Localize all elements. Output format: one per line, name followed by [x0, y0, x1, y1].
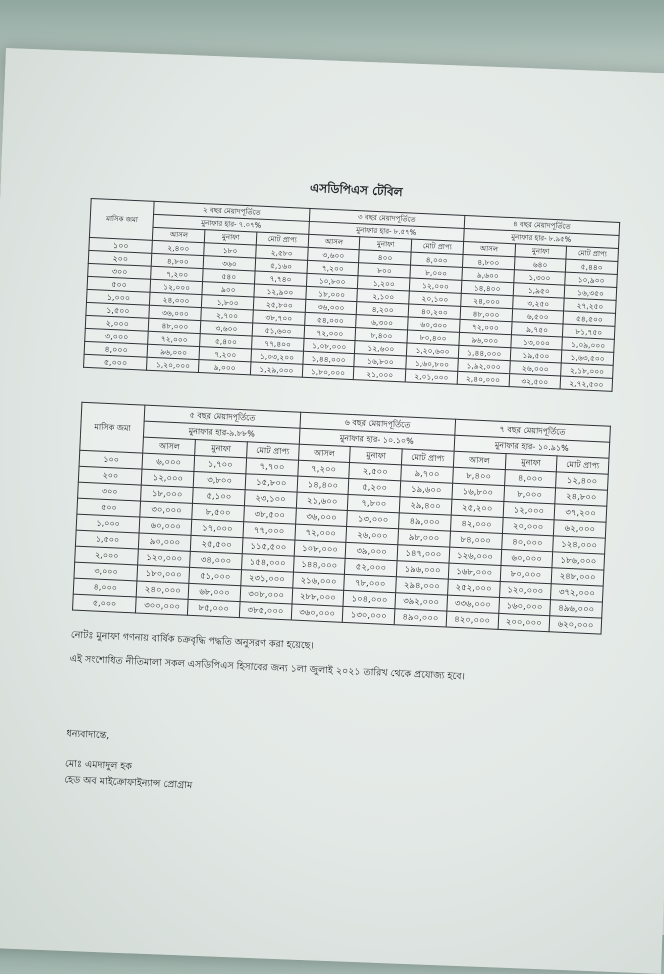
- table-cell: ৮৪,০০০: [450, 531, 502, 549]
- table-cell: ৪,৮০০: [152, 253, 204, 268]
- subcol-principal: আসল: [143, 437, 195, 455]
- table-cell: ১৫৪,০০০: [241, 554, 293, 572]
- table-cell: ৭,২০০: [199, 347, 251, 362]
- table-cell: ৪২,০০০: [450, 515, 502, 533]
- table-cell: ৩৮,৫০০: [244, 506, 296, 524]
- table-cell: ১৩০,০০০: [343, 606, 395, 624]
- table-cell: ৭৮,০০০: [344, 574, 396, 592]
- subcol-total: মোট প্রাপ্য: [557, 456, 609, 474]
- monthly-deposit-cell: ৫০০: [77, 498, 141, 517]
- table-cell: ৩৩৬,০০০: [447, 595, 499, 613]
- monthly-deposit-cell: ৫০০: [87, 276, 151, 292]
- table-cell: ২৮৮,০০০: [292, 588, 344, 606]
- monthly-deposit-cell: ৪,০০০: [84, 341, 148, 357]
- table-cell: ২৫,২০০: [451, 499, 503, 517]
- table-cell: ৮,৪০০: [355, 328, 407, 343]
- table-cell: ১,০৮,০০০: [303, 338, 355, 353]
- table-cell: ৮,৪০০: [452, 467, 504, 485]
- notice-document: [64, 170, 622, 812]
- table-cell: ১৬,৩৫০: [564, 285, 616, 300]
- table-cell: ১৬০,০০০: [498, 597, 550, 615]
- table-cell: ১৫,৮০০: [245, 474, 297, 492]
- table-cell: ২৪৮,০০০: [551, 568, 603, 586]
- table-cell: ১৬,৮০০: [452, 483, 504, 501]
- table-cell: ৫,১৬০: [255, 258, 307, 273]
- table-cell: ২,৫০০: [349, 462, 401, 480]
- table-cell: ১০,৮০০: [306, 273, 358, 288]
- table-cell: ১২,০০০: [142, 469, 194, 487]
- table-cell: ৬০,৩০০: [408, 317, 460, 332]
- table-cell: ১২,০০০: [150, 279, 202, 294]
- table-body: [73, 450, 609, 634]
- subcol-profit: মুনাফা: [205, 230, 257, 245]
- table-cell: ৩৬০,০০০: [291, 604, 343, 622]
- subcol-total: মোট প্রাপ্য: [402, 449, 454, 467]
- table-cell: ২০,০০০: [502, 517, 554, 535]
- table-cell: ৭,২০০: [307, 260, 359, 275]
- table-cell: ৪,৮০০: [462, 254, 514, 269]
- table-cell: ১৮,০০০: [305, 286, 357, 301]
- table-cell: ৪৯৬,০০০: [550, 600, 602, 618]
- closing-thanks: ধন্যবাদান্তে,: [66, 728, 110, 742]
- table-cell: ৬,০০০: [142, 453, 194, 471]
- table-cell: ২৭,২৫০: [564, 298, 616, 313]
- table-cell: ২৫২,০০০: [447, 579, 499, 597]
- table-cell: ২,১৮,০০০: [561, 363, 613, 378]
- table-cell: ২১,০০০: [354, 367, 406, 382]
- table-cell: ৪০,২০০: [408, 304, 460, 319]
- monthly-deposit-cell: ৩০০: [78, 482, 142, 501]
- table-cell: ৫৪,০০০: [304, 312, 356, 327]
- table-cell: ৭২,০০০: [304, 325, 356, 340]
- table-cell: ৭,৭০০: [246, 458, 298, 476]
- table-cell: ৭২,০০০: [459, 319, 511, 334]
- table-cell: ৩৭,২০০: [554, 504, 606, 522]
- table-cell: ৮,৫০০: [192, 503, 244, 521]
- monthly-deposit-cell: ২,০০০: [85, 315, 149, 331]
- table-cell: ৬০,০০০: [500, 549, 552, 567]
- table-cell: ৫১,০০০: [189, 567, 241, 585]
- table-cell: ১,০৯,০০০: [562, 337, 614, 352]
- monthly-deposit-cell: ২,০০০: [75, 546, 139, 565]
- table-cell: ৪,০০০: [411, 252, 463, 267]
- table-cell: ১,৯২,০০০: [458, 358, 510, 373]
- monthly-deposit-cell: ৩০০: [88, 263, 152, 279]
- monthly-deposit-cell: ১,৫০০: [86, 302, 150, 318]
- rate-table-5-7-years: [72, 402, 611, 635]
- table-cell: ৯০,০০০: [139, 533, 191, 551]
- monthly-deposit-cell: ৩,০০০: [74, 562, 138, 581]
- signatory-designation: হেড অব মাইক্রোফাইন্যান্স প্রোগ্রাম: [64, 774, 193, 792]
- monthly-deposit-cell: ৩,০০০: [85, 328, 149, 344]
- table-cell: ৩২,৫০০: [509, 374, 561, 389]
- table-cell: ১২০,০০০: [138, 549, 190, 567]
- table-cell: ২৩,১০০: [244, 490, 296, 508]
- group-rate-6yr: মুনাফার হার- ১০.১০%: [299, 428, 455, 451]
- table-cell: ১০৪,০০০: [343, 590, 395, 608]
- monthly-deposit-cell: ২০০: [78, 466, 142, 485]
- signatory-name: মোঃ এমদাদুল হক: [64, 758, 133, 773]
- table-cell: ১,২৯,০০০: [250, 362, 302, 377]
- table-cell: ৩০৮,০০০: [240, 586, 292, 604]
- table-cell: ১,৬৩,৫০০: [561, 350, 613, 365]
- table-cell: ২৯,৪০০: [399, 497, 451, 515]
- table-cell: ২,৪০,০০০: [457, 371, 509, 386]
- table-cell: ৩,৬০০: [200, 321, 252, 336]
- table-cell: ১,৮০,০০০: [302, 364, 354, 379]
- monthly-deposit-cell: ১,০০০: [86, 289, 150, 305]
- table-cell: ৯০০: [202, 282, 254, 297]
- table-cell: ২১৬,০০০: [292, 572, 344, 590]
- table-cell: ৬২,০০০: [554, 520, 606, 538]
- table-cell: ১৩,০০০: [510, 335, 562, 350]
- monthly-deposit-cell: ১,০০০: [76, 514, 140, 533]
- group-rate-2yr: মুনাফার হার- ৭.০৭%: [153, 214, 309, 234]
- table-cell: ৩০০,০০০: [136, 597, 188, 615]
- table-cell: ২,৪০০: [152, 240, 204, 255]
- table-cell: ৭,২০০: [297, 460, 349, 478]
- table-cell: ৭২,০০০: [295, 524, 347, 542]
- table-cell: ৯,৬০০: [462, 267, 514, 282]
- table-cell: ৩,৬০০: [307, 247, 359, 262]
- table-cell: ১৮৬,০০০: [552, 552, 604, 570]
- table-cell: ১২০,০০০: [499, 581, 551, 599]
- effective-date-note: এই সংশোধিত নীতিমালা সকল এসডিপিএস হিসাবের জন্য ১লা জুলাই ২০২১ তারিখ থেকে প্রযোজ্য হবে।: [69, 653, 466, 683]
- table-cell: ১৯,৫০০: [510, 348, 562, 363]
- group-head-3yr: ৩ বছর মেয়াদপূর্তিতে: [309, 208, 465, 228]
- table-cell: ৫৪০: [203, 269, 255, 284]
- subcol-profit: মুনাফা: [360, 237, 412, 252]
- calculation-note: নোটঃ মুনাফা গণনায় বার্ষিক চক্রবৃদ্ধি পদ্ধতি অনুসরণ করা হয়েছে।: [70, 629, 315, 652]
- table-cell: ১৮,০০০: [141, 485, 193, 503]
- table-cell: ৬৮,০০০: [188, 583, 240, 601]
- table-cell: ৩৪,০০০: [190, 551, 242, 569]
- table-cell: ১৯,৬০০: [400, 481, 452, 499]
- table-cell: ২৯৪,০০০: [396, 577, 448, 595]
- table-cell: ৭৭,০০০: [243, 522, 295, 540]
- rate-table-2-4-years: [83, 198, 620, 392]
- table-cell: ২,৭২,৫০০: [560, 376, 612, 391]
- table-cell: ১৪,৪০০: [297, 476, 349, 494]
- table-cell: ৯,০০০: [199, 360, 251, 375]
- table-cell: ১২,৪০০: [556, 472, 608, 490]
- table-cell: ২৬,০০০: [346, 526, 398, 544]
- table-cell: ১,২০,০০০: [147, 357, 199, 372]
- table-cell: ৩৮৫,০০০: [239, 602, 291, 620]
- table-cell: ১,৩০০: [513, 270, 565, 285]
- table-cell: ১৮০,০০০: [137, 565, 189, 583]
- subcol-profit: মুনাফা: [350, 447, 402, 465]
- subcol-principal: আসল: [153, 227, 205, 242]
- table-cell: ৪৯০,০০০: [394, 609, 446, 627]
- table-cell: ৭৭,৪০০: [251, 336, 303, 351]
- table-cell: ৭২,০০০: [148, 331, 200, 346]
- table-cell: ২৬,০০০: [509, 361, 561, 376]
- table-cell: ২৫,৫০০: [190, 535, 242, 553]
- monthly-deposit-cell: ৪,০০০: [73, 578, 137, 597]
- table-cell: ২১,৬০০: [296, 492, 348, 510]
- table-cell: ৮০,০০০: [500, 565, 552, 583]
- table-cell: ১২,০০০: [409, 278, 461, 293]
- table-cell: ১,৭০০: [194, 455, 246, 473]
- group-head-7yr: ৭ বছর মেয়াদপূর্তিতে: [455, 419, 611, 442]
- table-cell: ৪৮,০০০: [460, 306, 512, 321]
- monthly-deposit-header: মাসিক জমা: [80, 402, 146, 453]
- table-cell: ৭,২০০: [151, 266, 203, 281]
- table-cell: ২৫,৮০০: [253, 297, 305, 312]
- table-cell: ১,৯৫০: [513, 283, 565, 298]
- table-cell: ১৪৭,০০০: [397, 545, 449, 563]
- table-cell: ৬২০,০০০: [549, 616, 601, 634]
- table-cell: ৯৬,০০০: [148, 344, 200, 359]
- table-cell: ১০,৯০০: [565, 272, 617, 287]
- table-cell: ১২,০০০: [503, 502, 555, 520]
- table-cell: ৬৪০: [514, 257, 566, 272]
- subcol-principal: আসল: [463, 241, 515, 256]
- table-cell: ৮১,৭৫০: [563, 324, 615, 339]
- monthly-deposit-cell: ১০০: [79, 450, 143, 469]
- table-cell: ৪২০,০০০: [446, 611, 498, 629]
- table-cell: ৬,৫০০: [512, 309, 564, 324]
- table-cell: ১,০৩,২০০: [251, 349, 303, 364]
- table-cell: ৩৬,০০০: [149, 305, 201, 320]
- monthly-deposit-cell: ৫,০০০: [84, 354, 148, 370]
- table-cell: ১৮০: [204, 243, 256, 258]
- table-cell: ৩৬,০০০: [295, 508, 347, 526]
- table-cell: ৩৬,০০০: [305, 299, 357, 314]
- table-cell: ৪০০: [359, 250, 411, 265]
- table-cell: ১০৮,০০০: [294, 540, 346, 558]
- table-cell: ৩৯২,০০০: [395, 593, 447, 611]
- table-cell: ২৪০,০০০: [137, 581, 189, 599]
- table-cell: ৫,২০০: [348, 478, 400, 496]
- subcol-total: মোট প্রাপ্য: [256, 232, 308, 247]
- monthly-deposit-cell: ২০০: [88, 250, 152, 266]
- table-cell: ১২৬,০০০: [449, 547, 501, 565]
- group-rate-5yr: মুনাফার হার-৯.৮৮%: [144, 421, 300, 444]
- table-cell: ৫,১০০: [193, 487, 245, 505]
- table-cell: ২৪,০০০: [460, 293, 512, 308]
- table-cell: ৮,০০০: [503, 486, 555, 504]
- table-cell: ২,০১,০০০: [405, 369, 457, 384]
- table-cell: ৯৮,০০০: [398, 529, 450, 547]
- table-body: [84, 237, 618, 391]
- table-cell: ১,৬০,৮০০: [406, 356, 458, 371]
- table-cell: ৭,৮০০: [348, 494, 400, 512]
- group-head-4yr: ৪ বছর মেয়াদপূর্তিতে: [464, 215, 620, 235]
- table-cell: ৯,৭০০: [401, 465, 453, 483]
- table-cell: ১১৫,৫০০: [242, 538, 294, 556]
- table-cell: ৭,৭৪০: [254, 271, 306, 286]
- table-cell: ৫,৪৪০: [566, 259, 618, 274]
- table-cell: ৯,৭৫০: [511, 322, 563, 337]
- table-cell: ৮০০: [358, 263, 410, 278]
- subcol-profit: মুনাফা: [195, 439, 247, 457]
- table-cell: ১,২০,৬০০: [406, 343, 458, 358]
- table-cell: ১৩,০০০: [347, 510, 399, 528]
- subcol-principal: আসল: [298, 444, 350, 462]
- notes-section: [69, 629, 600, 691]
- table-cell: ৩৯,০০০: [345, 542, 397, 560]
- table-cell: ১২,৯০০: [254, 284, 306, 299]
- table-cell: ১,২০০: [358, 276, 410, 291]
- table-cell: ৩,২৫০: [512, 296, 564, 311]
- table-cell: ৯৬,০০০: [459, 332, 511, 347]
- subcol-profit: মুনাফা: [514, 244, 566, 259]
- table-cell: ৪৮,০০০: [149, 318, 201, 333]
- table-cell: ১২,৬০০: [355, 341, 407, 356]
- subcol-total: মোট প্রাপ্য: [247, 442, 299, 460]
- table-cell: ২০০,০০০: [498, 613, 550, 631]
- table-cell: ৬০,০০০: [140, 517, 192, 535]
- subcol-principal: আসল: [308, 234, 360, 249]
- table-cell: ৮৫,০০০: [188, 599, 240, 617]
- table-cell: ৪৯,০০০: [399, 513, 451, 531]
- table-cell: ১৬,৮০০: [354, 354, 406, 369]
- table-cell: ৩০,০০০: [140, 501, 192, 519]
- table-cell: ৪০,০০০: [501, 533, 553, 551]
- group-rate-4yr: মুনাফার হার- ৮.৯৫%: [463, 228, 619, 248]
- group-head-5yr: ৫ বছর মেয়াদপূর্তিতে: [145, 405, 301, 428]
- table-cell: ২,৭০০: [201, 308, 253, 323]
- table-cell: ১৭,০০০: [191, 519, 243, 537]
- table-cell: ৮,০০০: [410, 265, 462, 280]
- table-cell: ২৪,৮০০: [555, 488, 607, 506]
- table-cell: ২,৫৮০: [256, 245, 308, 260]
- table-cell: ১,৪৪,০০০: [303, 351, 355, 366]
- table-cell: ৫১,৬০০: [252, 323, 304, 338]
- table-cell: ৩৮,৭০০: [253, 310, 305, 325]
- table-cell: ৩৭২,০০০: [551, 584, 603, 602]
- monthly-deposit-header: মাসিক জমা: [89, 198, 154, 240]
- subcol-profit: মুনাফা: [505, 454, 557, 472]
- subcol-total: মোট প্রাপ্য: [566, 246, 618, 261]
- table-cell: ২০,১০০: [409, 291, 461, 306]
- table-cell: ৩৬০: [203, 256, 255, 271]
- table-cell: ১৯৬,০০০: [396, 561, 448, 579]
- table-cell: ১,৮০০: [202, 295, 254, 310]
- table-cell: ৪,২০০: [357, 302, 409, 317]
- table-cell: ৫৪,৫০০: [563, 311, 615, 326]
- table-cell: ৩,৮০০: [193, 471, 245, 489]
- group-head-6yr: ৬ বছর মেয়াদপূর্তিতে: [300, 412, 456, 435]
- document-title: এসডিপিএস টেবিল: [309, 180, 403, 200]
- monthly-deposit-cell: ১,৫০০: [75, 530, 139, 549]
- table-cell: ৫,৪০০: [200, 334, 252, 349]
- table-cell: ১,৪৪,০০০: [458, 345, 510, 360]
- table-cell: ৬,৩০০: [356, 315, 408, 330]
- subcol-total: মোট প্রাপ্য: [411, 239, 463, 254]
- table-cell: ২,১০০: [357, 289, 409, 304]
- group-rate-7yr: মুনাফার হার- ১০.৯১%: [454, 435, 610, 458]
- table-cell: ১৪,৪০০: [461, 280, 513, 295]
- table-cell: ১৪৪,০০০: [293, 556, 345, 574]
- group-rate-3yr: মুনাফার হার- ৮.৫৭%: [308, 221, 464, 241]
- group-head-2yr: ২ বছর মেয়াদপূর্তিতে: [154, 201, 310, 221]
- table-cell: ১৬৮,০০০: [448, 563, 500, 581]
- monthly-deposit-cell: ৫,০০০: [73, 594, 137, 613]
- table-cell: ৫২,০০০: [345, 558, 397, 576]
- table-cell: ২৪,০০০: [150, 292, 202, 307]
- table-cell: ৪,০০০: [504, 470, 556, 488]
- table-cell: ২৩১,০০০: [241, 570, 293, 588]
- table-cell: ৮০,৪০০: [407, 330, 459, 345]
- monthly-deposit-cell: ১০০: [89, 237, 153, 253]
- subcol-principal: আসল: [453, 451, 505, 469]
- table-cell: ১২৪,০০০: [553, 536, 605, 554]
